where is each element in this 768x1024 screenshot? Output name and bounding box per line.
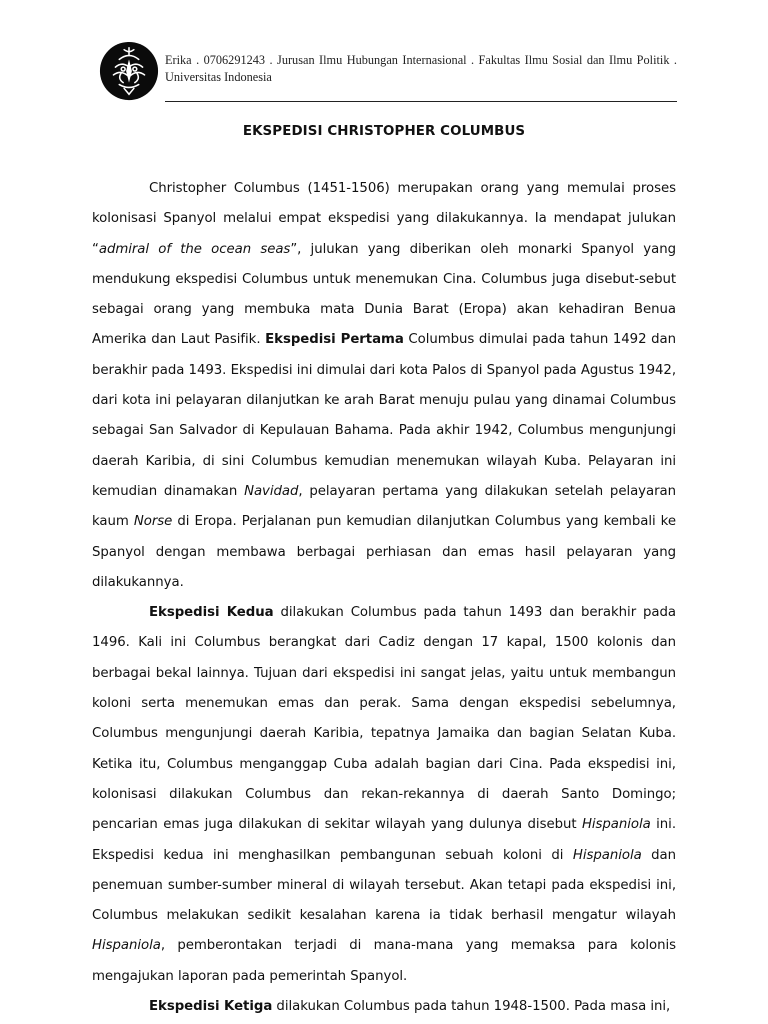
text-run: Christopher Columbus (1451-1506) merupakan orang yang memulai proses kolonisasi Spanyol melalui empat ekspedisi yang dilakukannya. Ia mendapat julukan “ [92,181,676,257]
text-run: ”, julukan yang diberikan oleh monarki Spanyol yang mendukung ekspedisi Columbus untuk menemukan Cina. Columbus juga disebut-sebut sebagai orang yang membuka mata Dunia Barat (Eropa) akan kehadiran Benua Amerika dan Laut Pasifik. [92,241,676,348]
document-body [92,174,676,1022]
header-affiliation: Erika . 0706291243 . Jurusan Ilmu Hubungan Internasional . Fakultas Ilmu Sosial dan Ilmu Politik . Universitas Indonesia [165,53,677,84]
italic-phrase: Hispaniola [581,817,651,833]
italic-phrase: admiral of the ocean seas [98,241,291,257]
text-run: dan penemuan sumber-sumber mineral di wilayah tersebut. Akan tetapi pada ekspedisi ini, Columbus melakukan sedikit kesalahan karena ia tidak berhasil mengatur wilayah [92,847,676,924]
body-paragraph [92,598,676,992]
italic-phrase: Hispaniola [572,847,642,863]
text-run: Columbus dimulai pada tahun 1492 dan berakhir pada 1493. Ekspedisi ini dimulai dari kota Palos di Spanyol pada Agustus 1942, dari kota ini pelayaran dilanjutkan ke arah Barat menuju pulau yang dinamai Columbus sebagai San Salvador di Kepulauan Bahama. Pada akhir 1942, Columbus mengunjungi daerah Karibia, di sini Columbus kemudian menemukan wilayah Kuba. Pelayaran ini kemudian dinamakan [92,332,676,499]
italic-phrase: Hispaniola [92,938,161,954]
text-run: , pelayaran pertama yang dilakukan setelah pelayaran kaum [92,483,676,530]
bold-phrase: Ekspedisi Kedua [149,605,274,621]
body-paragraph [92,992,676,1022]
text-run: , pemberontakan terjadi di mana-mana yang memaksa para kolonis mengajukan laporan pada pemerintah Spanyol. [92,938,676,984]
bold-phrase: Ekspedisi Pertama [265,332,404,348]
italic-phrase: Norse [133,514,173,530]
body-paragraph [92,174,676,598]
text-run: di Eropa. Perjalanan pun kemudian dilanjutkan Columbus yang kembali ke Spanyol dengan membawa berbagai perhiasan dan emas hasil pelayaran yang dilakukannya. [92,514,676,590]
makara-logo-icon [98,40,160,102]
text-run: dilakukan Columbus pada tahun 1493 dan berakhir pada 1496. Kali ini Columbus berangkat dari Cadiz dengan 17 kapal, 1500 kolonis dan berbagai bekal lainnya. Tujuan dari ekspedisi ini sangat jelas, yaitu untuk membangun koloni serta menemukan emas dan perak. Sama dengan ekspedisi sebelumnya, Columbus mengunjungi daerah Karibia, tepatnya Jamaika dan bagian Selatan Kuba. Ketika itu, Columbus menganggap Cuba adalah bagian dari Cina. Pada ekspedisi ini, kolonisasi dilakukan Columbus dan rekan-rekannya di daerah Santo Domingo; pencarian emas juga dilakukan di sekitar wilayah yang dulunya disebut [92,605,676,833]
text-run: ini. Ekspedisi kedua ini menghasilkan pembangunan sebuah koloni di [92,817,676,863]
bold-phrase: Ekspedisi Ketiga [149,999,273,1015]
text-run: dilakukan Columbus pada tahun 1948-1500. Pada masa ini, [272,999,671,1015]
header-divider [165,101,677,102]
document-title: EKSPEDISI CHRISTOPHER COLUMBUS [242,124,526,139]
italic-phrase: Navidad [244,483,299,499]
